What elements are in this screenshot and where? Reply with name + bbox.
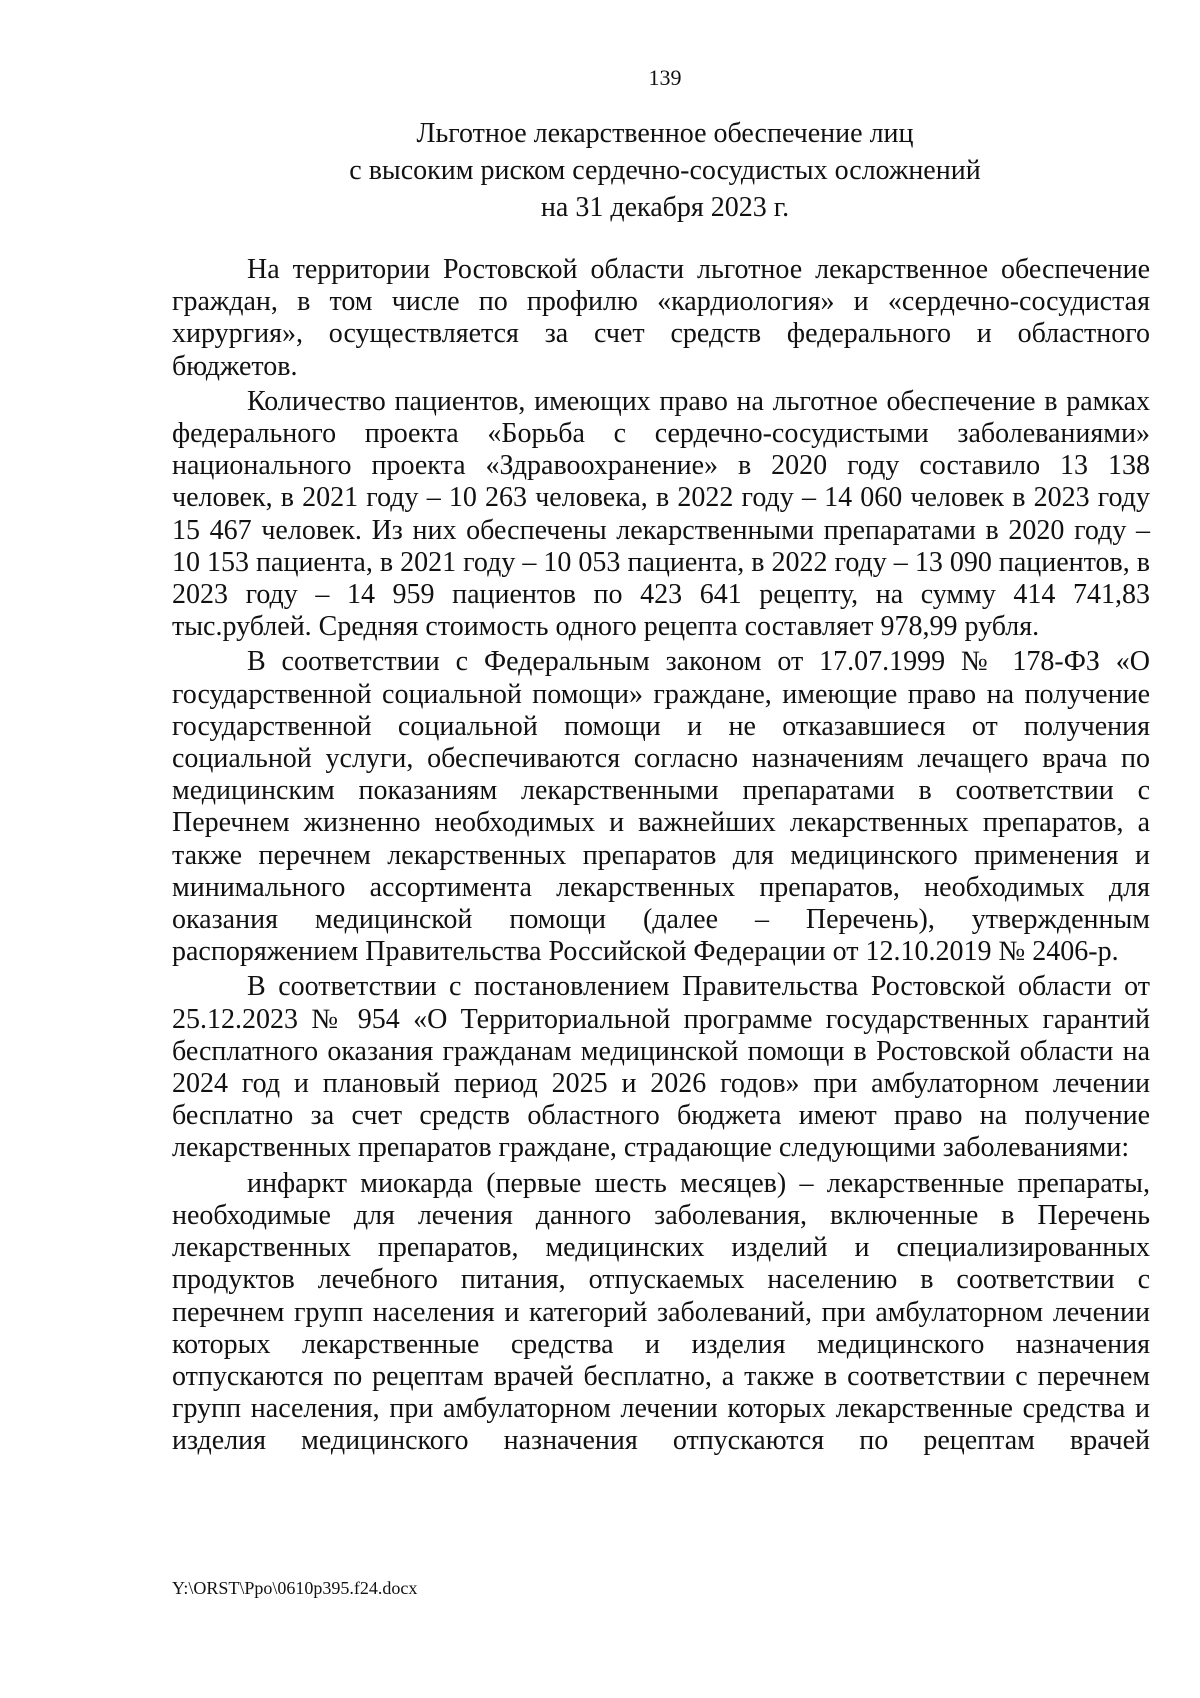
paragraph-patient-statistics: Количество пациентов, имеющих право на льготное обеспечение в рамках федерального проекта «Борьба с сердечно-сосудистыми заболеваниями» национального проекта «Здравоохранение» в 2020 году составило 13 138 человек, в 2021 году – 10 263 человека, в 2022 году – 14 060 человек в 2023 году 15 467 человек. Из них обеспечены лекарственными препаратами в 2020 году – 10 153 пациента, в 2021 году – 10 053 пациента, в 2022 году – 13 090 пациентов, в 2023 году – 14 959 пациентов по 423 641 рецепту, на сумму 414 741,83 тыс.рублей. Средняя стоимость одного рецепта составляет 978,99 рубля. [172,385,1150,643]
title-line-2: с высоким риском сердечно-сосудистых осложнений [349,155,981,186]
paragraph-funding: На территории Ростовской области льготное лекарственное обеспечение граждан, в том числе по профилю «кардиология» и «сердечно-сосудистая хирургия», осуществляется за счет средств федерального и областного бюджетов. [172,254,1150,382]
title-line-3: на 31 декабря 2023 г. [540,192,790,223]
page-number: 139 [648,65,682,90]
paragraph-federal-law: В соответствии с Федеральным законом от 17.07.1999 № 178-ФЗ «О государственной социальной помощи» граждане, имеющие право на получение государственной социальной помощи и не отказавшиеся от получения социальной услуги, обеспечиваются согласно назначениям лечащего врача по медицинским показаниям лекарственными препаратами в соответствии с Перечнем жизненно необходимых и важнейших лекарственных препаратов, а также перечнем лекарственных препаратов для медицинского применения и минимального ассортимента лекарственных препаратов, необходимых для оказания медицинской помощи (далее – Перечень), утвержденным распоряжением Правительства Российской Федерации от 12.10.2019 № 2406-р. [172,646,1150,968]
document-title [0,115,1200,226]
footer-file-path: Y:\ORST\Ppo\0610p395.f24.docx [172,1578,418,1598]
document-body [172,254,1150,1461]
paragraph-myocardial-infarction: инфаркт миокарда (первые шесть месяцев) – лекарственные препараты, необходимые для лечения данного заболевания, включенные в Перечень лекарственных препаратов, медицинских изделий и специализированных продуктов лечебного питания, отпускаемых населению в соответствии с перечнем групп населения и категорий заболеваний, при амбулаторном лечении которых лекарственные средства и изделия медицинского назначения отпускаются по рецептам врачей бесплатно, а также в соответствии с перечнем групп населения, при амбулаторном лечении которых лекарственные средства и изделия медицинского назначения отпускаются по рецептам врачей [172,1167,1150,1457]
title-line-1: Льготное лекарственное обеспечение лиц [416,118,914,149]
paragraph-regional-resolution: В соответствии с постановлением Правительства Ростовской области от 25.12.2023 № 954 «О Территориальной программе государственных гарантий бесплатного оказания гражданам медицинской помощи в Ростовской области на 2024 год и плановый период 2025 и 2026 годов» при амбулаторном лечении бесплатно за счет средств областного бюджета имеют право на получение лекарственных препаратов граждане, страдающие следующими заболеваниями: [172,971,1150,1164]
